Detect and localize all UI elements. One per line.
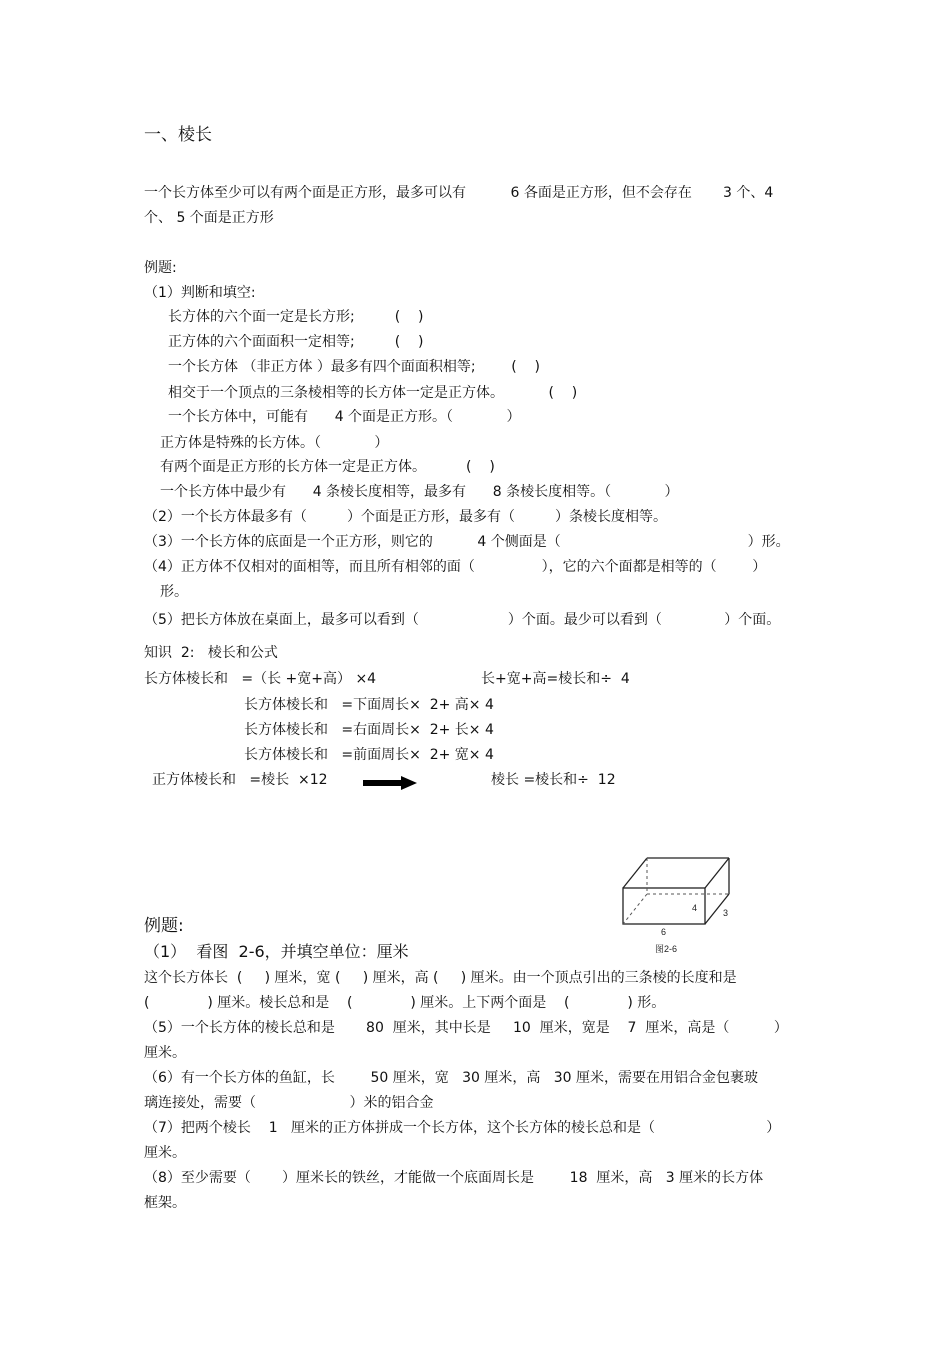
question-4-line-2: 形。 [160,584,188,600]
question-5: （5）把长方体放在桌面上，最多可以看到（ ）个面。最少可以看到（ ）个面。 [144,612,781,628]
example-2-q7-line-1: （7）把两个棱长 1 厘米的正方体拼成一个长方体，这个长方体的棱长总和是（ ） [144,1120,781,1136]
judgement-item: 一个长方体 （非正方体 ）最多有四个面面积相等; ( ) [168,359,540,375]
formula-edge-length: 棱长 =棱长和÷ 12 [491,772,616,788]
section-heading: 一、棱长 [144,125,212,145]
figure-caption: 图2-6 [655,944,678,954]
example-2-q6-line-1: （6）有一个长方体的鱼缸，长 50 厘米，宽 30 厘米，高 30 厘米，需要在用铝合金包裹玻 [144,1070,759,1086]
question-1-title: （1）判断和填空: [144,285,256,301]
judgement-item: 正方体是特殊的长方体。（ ） [160,435,389,451]
example-2-q6-line-2: 璃连接处，需要（ ）米的铝合金 [144,1095,434,1111]
cuboid-figure [617,852,737,958]
intro-line-2: 个、 5 个面是正方形 [144,210,274,226]
formula-right-perimeter: 长方体棱长和 =右面周长× 2+ 长× 4 [244,722,494,738]
example-2-q1-line-2: ( ) 厘米。棱长总和是 ( ) 厘米。上下两个面是 ( ) 形。 [144,995,666,1011]
cuboid-edge [623,858,647,888]
example-2-label: 例题: [144,916,184,936]
example-2-q8-line-2: 框架。 [144,1195,186,1211]
judgement-item: 有两个面是正方形的长方体一定是正方体。 ( ) [160,459,495,475]
figure-label-4: 4 [692,903,698,913]
question-4-line-1: （4）正方体不仅相对的面相等，而且所有相邻的面（ ），它的六个面都是相等的（ ） [144,559,767,575]
figure-label-6: 6 [661,927,667,937]
example-2-q1-line-1: 这个长方体长 ( ) 厘米，宽 ( ) 厘米，高 ( ) 厘米。由一个顶点引出的三条棱的长度和是 [144,970,737,986]
formula-cuboid-sum: 长方体棱长和 =（长 +宽+高） ×4 [144,671,377,687]
question-2: （2）一个长方体最多有（ ）个面是正方形，最多有（ ）条棱长度相等。 [144,509,668,525]
formula-bottom-perimeter: 长方体棱长和 =下面周长× 2+ 高× 4 [244,697,494,713]
judgement-item: 相交于一个顶点的三条棱相等的长方体一定是正方体。 ( ) [168,385,578,401]
cuboid-hidden-edge [623,894,647,924]
judgement-item: 正方体的六个面面积一定相等; ( ) [168,334,424,350]
formula-sum-of-dims: 长+宽+高=棱长和÷ 4 [481,671,630,687]
formula-cube-sum: 正方体棱长和 =棱长 ×12 [152,772,328,788]
cuboid-edge [705,858,729,888]
judgement-item: 一个长方体中，可能有 4 个面是正方形。（ ） [168,409,521,425]
judgement-item: 长方体的六个面一定是长方形; ( ) [168,309,424,325]
example-2-q8-line-1: （8）至少需要（ ）厘米长的铁丝，才能做一个底面周长是 18 厘米，高 3 厘米的长方体 [144,1170,764,1186]
question-3: （3）一个长方体的底面是一个正方形，则它的 4 个侧面是（ ）形。 [144,534,790,550]
formula-front-perimeter: 长方体棱长和 =前面周长× 2+ 宽× 4 [244,747,494,763]
example-label: 例题: [144,260,177,276]
knowledge-title: 知识 2: 棱长和公式 [144,645,278,661]
figure-label-3: 3 [723,908,729,918]
example-2-q1-title: （1） 看图 2-6，并填空单位：厘米 [144,942,409,961]
right-arrow-icon [363,776,417,790]
judgement-item: 一个长方体中最少有 4 条棱长度相等，最多有 8 条棱长度相等。（ ） [160,484,679,500]
example-2-q7-line-2: 厘米。 [144,1145,186,1161]
example-2-q5-line-2: 厘米。 [144,1045,186,1061]
intro-line-1: 一个长方体至少可以有两个面是正方形，最多可以有 6 各面是正方形，但不会存在 3 个、4 [144,185,774,201]
example-2-q5-line-1: （5）一个长方体的棱长总和是 80 厘米，其中长是 10 厘米，宽是 7 厘米，高是（ ） [144,1020,788,1036]
